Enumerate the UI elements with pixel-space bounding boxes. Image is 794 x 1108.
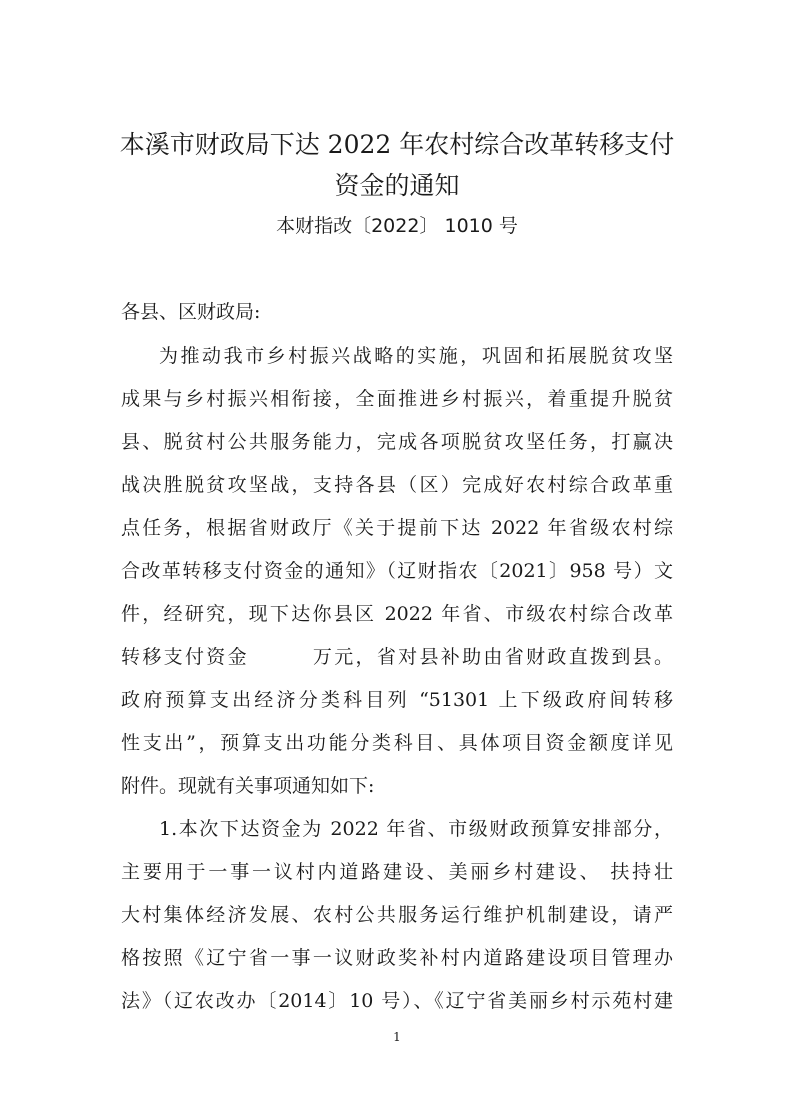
- document-title-line-2: 资金的通知: [334, 171, 460, 200]
- body-line: 战决胜脱贫攻坚战，支持各县（区）完成好农村综合政革重: [121, 474, 673, 496]
- body-line: 1.本次下达资金为 2022 年省、市级财政预算安排部分，: [159, 818, 673, 840]
- body-line: 附件。现就有关事项通知如下:: [121, 775, 375, 797]
- body-line: 合改革转移支付资金的通知》（辽财指农〔2021〕958 号）文: [121, 560, 673, 582]
- body-line: 点任务，根据省财政厅《关于提前下达 2022 年省级农村综: [121, 517, 673, 539]
- document-title-line-1: 本溪市财政局下达 2022 年农村综合改革转移支付: [119, 130, 675, 159]
- document-number: 本财指改〔2022〕 1010 号: [276, 215, 518, 237]
- body-line: 性支出”，预算支出功能分类科目、具体项目资金额度详见: [121, 732, 673, 754]
- salutation: 各县、区财政局:: [121, 301, 261, 323]
- body-line: 政府预算支出经济分类科目列 “51301 上下级政府间转移: [121, 689, 673, 711]
- body-line: 转移支付资金 万元，省对县补助由省财政直拨到县。: [121, 646, 673, 668]
- body-line: 县、脱贫村公共服务能力，完成各项脱贫攻坚任务，打赢决: [121, 431, 673, 453]
- body-line: 主要用于一事一议村内道路建设、美丽乡村建设、 扶持壮: [121, 861, 673, 883]
- body-line: 件，经研究，现下达你县区 2022 年省、市级农村综合改革: [121, 603, 673, 625]
- body-line: 格按照《辽宁省一事一议财政奖补村内道路建设项目管理办: [121, 947, 673, 969]
- body-line: 成果与乡村振兴相衔接，全面推进乡村振兴，着重提升脱贫: [121, 388, 673, 410]
- body-line: 为推动我市乡村振兴战略的实施，巩固和拓展脱贫攻坚: [159, 345, 673, 367]
- body-line: 大村集体经济发展、农村公共服务运行维护机制建设，请严: [121, 904, 673, 926]
- body-line: 法》（辽农改办〔2014〕10 号）、《辽宁省美丽乡村示苑村建: [121, 990, 673, 1012]
- page-number: 1: [393, 1030, 401, 1044]
